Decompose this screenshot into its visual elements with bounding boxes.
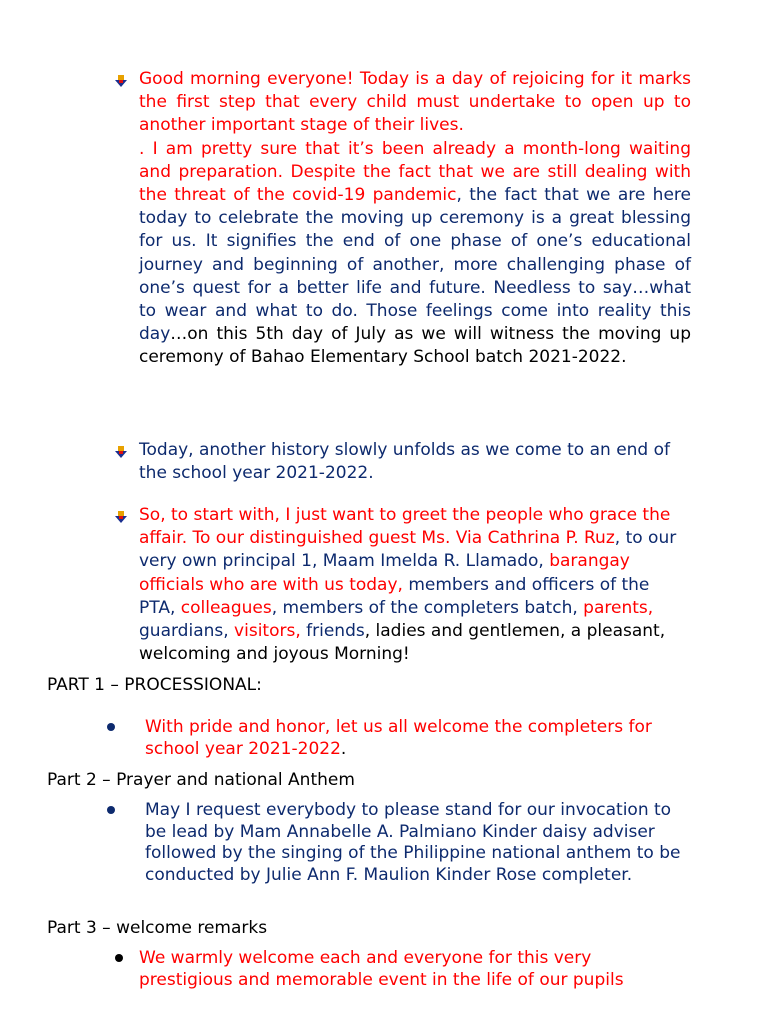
dot-bullet-icon bbox=[115, 954, 123, 962]
greeting-parents: parents, bbox=[583, 597, 654, 618]
down-arrow-bullet-icon bbox=[114, 445, 128, 459]
opening-preparation: . I am pretty sure that it’s been already a month-long waiting and preparation. Despite the fact that we are still dealing with the threat of the covid-19 pandemic bbox=[139, 138, 691, 206]
greeting-friends: friends bbox=[306, 621, 365, 642]
part2-heading: Part 2 – Prayer and national Anthem bbox=[47, 770, 355, 790]
down-arrow-bullet-icon bbox=[114, 510, 128, 524]
down-arrow-bullet-icon bbox=[114, 74, 128, 88]
greeting-closing: , ladies and gentlemen, a pleasant, welcoming and joyous Morning! bbox=[139, 621, 666, 665]
greeting-completers: , members of the completers batch, bbox=[271, 597, 584, 618]
greeting-principal: , to our very own principal 1, Maam Imelda R. Llamado, bbox=[139, 528, 677, 572]
part1-item-text: With pride and honor, let us all welcome the completers for school year 2021-2022 bbox=[145, 717, 652, 759]
part1-heading: PART 1 – PROCESSIONAL: bbox=[47, 675, 262, 695]
greeting-paragraph bbox=[139, 504, 691, 666]
part3-heading: Part 3 – welcome remarks bbox=[47, 918, 268, 938]
greeting-colleagues: colleagues bbox=[180, 597, 272, 618]
part1-item-period: . bbox=[340, 738, 347, 759]
opening-greeting: Good morning everyone! Today is a day of rejoicing for it marks the first step that every child must undertake to open up to another important stage of their lives. bbox=[139, 69, 691, 136]
greeting-guest: So, to start with, I just want to greet the people who grace the affair. To our distinguished guest Ms. Via Cathrina P. Ruz bbox=[139, 505, 671, 549]
greeting-guardians: guardians, bbox=[139, 621, 235, 642]
greeting-officials: barangay officials who are with us today, bbox=[139, 551, 630, 595]
dot-bullet-icon bbox=[107, 806, 115, 814]
dot-bullet-icon bbox=[107, 723, 115, 731]
opening-date: …on this 5th day of July as we will witness the moving up ceremony of Bahao Elementary School batch 2021-2022. bbox=[139, 324, 691, 368]
welcome-paragraph bbox=[139, 68, 691, 370]
part1-item bbox=[145, 717, 695, 760]
greeting-visitors: visitors, bbox=[234, 621, 307, 642]
part2-item: May I request everybody to please stand for our invocation to be lead by Mam Annabelle A. Palmiano Kinder daisy adviser followed by the singing of the Philippine national anthem to be conducted by Julie Ann F. Maulion Kinder Rose completer. bbox=[145, 800, 681, 885]
part3-item: We warmly welcome each and everyone for this very prestigious and memorable event in the life of our pupils bbox=[139, 948, 624, 990]
history-paragraph: Today, another history slowly unfolds as we come to an end of the school year 2021-2022. bbox=[139, 440, 671, 484]
greeting-pta: members and officers of the PTA, bbox=[139, 574, 650, 618]
opening-blessing: , the fact that we are here today to celebrate the moving up ceremony is a great blessing for us. It signifies the end of one phase of one’s educational journey and beginning of another, more challenging phase of one’s quest for a better life and future. Needless to say…what to wear and what to do. Those feelings come into reality this day bbox=[139, 185, 691, 345]
